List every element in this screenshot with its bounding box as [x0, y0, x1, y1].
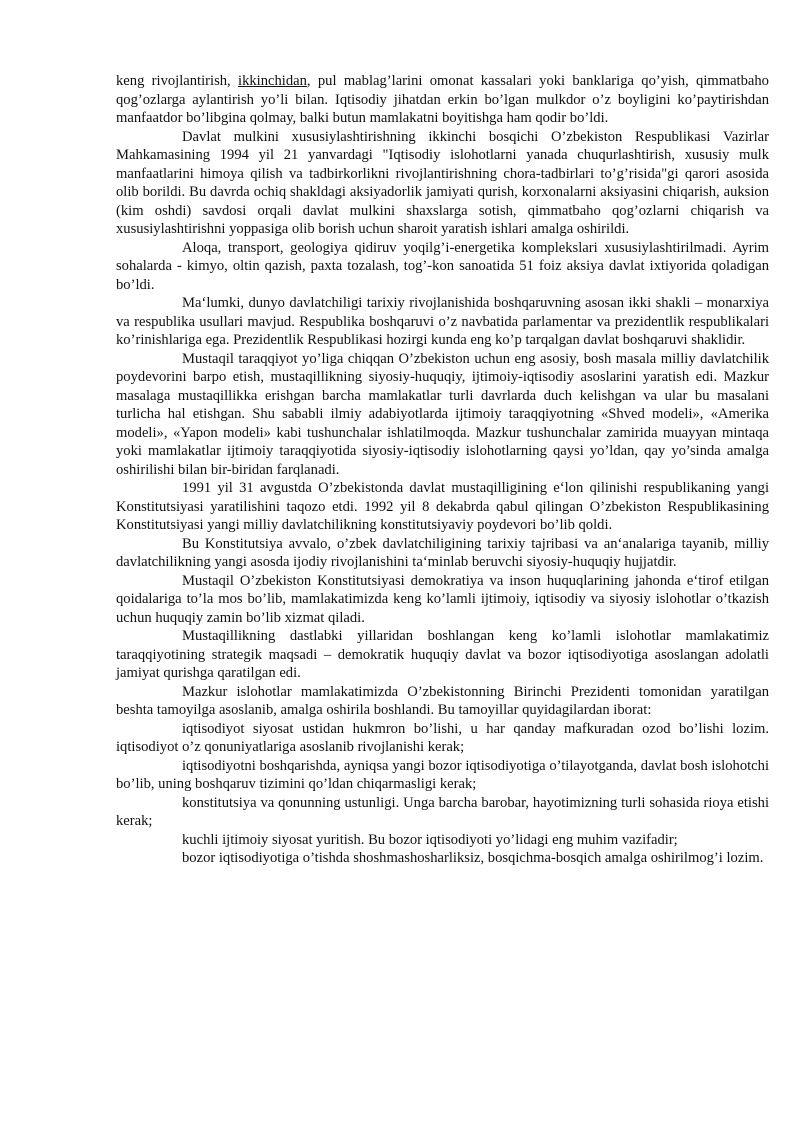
paragraph-text-end: , pul mablag’larini omonat kassalari yoki banklariga qo’yish, qimmatbaho qog’ozlarga aylantirish yo’li bilan. Iqtisodiy jihatdan erkin bo’lgan mulkdor o’z boyligini ko’paytirishdan manfaatdor bo’libgina qolmay, balki butun mamlakatni boyitishga ham qodir bo’ldi.	[116, 73, 769, 126]
list-item-principle-4: kuchli ijtimoiy siyosat yuritish. Bu bozor iqtisodiyoti yo’lidagi eng muhim vazifadir;	[182, 831, 678, 848]
paragraph-independent-development: Mustaqil taraqqiyot yo’liga chiqqan O’zbekiston uchun eng asosiy, bosh masala milliy davlatchilik poydevorini barpo etish, mustaqillikning siyosiy-huquqiy, ijtimoiy-iqtisodiy asoslarini yaratish edi. Mazkur masalaga mustaqillikka erishgan barcha mamlakatlar turli davrlarda duch kelishgan va ular bu masalani turlicha hal etishgan. Shu sababli ilmiy adabiyotlarda ijtimoiy taraqqiyotning «Shved modeli», «Amerika modeli», «Yapon modeli» kabi tushunchalar ishlatilmoqda. Mazkur tushunchalar zamirida muayyan mintaqa yoki mamlakatlar ijtimoiy taraqqiyotida siyosiy-iqtisodiy islohotlarning qaysi yo’ldan, qay yo’sinda amalga oshirilishi bilan bir-biridan farqlanadi.	[116, 350, 769, 478]
list-item-principle-1: iqtisodiyot siyosat ustidan hukmron bo’lishi, u har qanday mafkuradan ozod bo’lishi lozim. iqtisodiyot o’z qonuniyatlariga asoslanib rivojlanishi kerak;	[116, 720, 769, 755]
paragraph-constitution: Bu Konstitutsiya avvalo, o’zbek davlatchiligining tarixiy tajribasi va an‘analariga tayanib, milliy davlatchilikning yangi asosda ijodiy rivojlanishini ta‘minlab beruvchi siyosiy-huquqiy hujjatdir.	[116, 535, 769, 570]
list-item-principle-2: iqtisodiyotni boshqarishda, ayniqsa yangi bozor iqtisodiyotiga o’tilayotganda, davlat bosh islohotchi bo’lib, uning boshqaruv tizimini qo’ldan chiqarmasligi kerak;	[116, 757, 769, 792]
paragraph-privatization-stage: Davlat mulkini xususiylashtirishning ikkinchi bosqichi O’zbekiston Respublikasi Vazirlar Mahkamasining 1994 yil 21 yanvardagi "Iqtisodiy islohotlarni yanada chuqurlashtirish, xususiy mulk manfaatlarini himoya qilish va tadbirkorlikni rivojlantirishning chora-tadbirlari to’g’risida"gi qarori asosida olib borildi. Bu davrda ochiq shakldagi aksiyadorlik jamiyati qurish, korxonalarni aksiyasini chiqarish, auksion (kim oshdi) savdosi orqali davlat mulkini shaxslarga sotish, qimmatbaho qog’ozlarni chiqarish va xususiylashtirishni yoppasiga olib borish uchun sharoit yaratish ishlari amalga oshirildi.	[116, 128, 769, 237]
paragraph-governance-forms: Ma‘lumki, dunyo davlatchiligi tarixiy rivojlanishida boshqaruvning asosan ikki shakli – monarxiya va respublika usullari mavjud. Respublika boshqaruvi o’z navbatida parlamentar va prezidentlik respublikalari ko’rinishlariga ega. Prezidentlik Respublikasi hozirgi kunda eng ko’p tarqalgan davlat boshqaruvi shaklidir.	[116, 295, 769, 348]
list-item-principle-3: konstitutsiya va qonunning ustunligi. Unga barcha barobar, hayotimizning turli sohasida rioya etishi kerak;	[116, 794, 769, 829]
paragraph-independence-1991: 1991 yil 31 avgustda O’zbekistonda davlat mustaqilligining e‘lon qilinishi respublikaning yangi Konstitutsiyasi yaratilishini taqozo etdi. 1992 yil 8 dekabrda qabul qilingan O’zbekiston Respublikasining Konstitutsiyasi yangi milliy davlatchilikning konstitutsiyaviy poydevori bo’lib qoldi.	[116, 480, 769, 533]
paragraph-sectors: Aloqa, transport, geologiya qidiruv yoqilg’i-energetika komplekslari xususiylashtirilmadi. Ayrim sohalarda - kimyo, oltin qazish, paxta tozalash, tog’-kon sanoatida 51 foiz aksiya davlat ixtiyorida qoladigan bo’ldi.	[116, 239, 769, 293]
list-item-principle-5: bozor iqtisodiyotiga o’tishda shoshmashosharliksiz, bosqichma-bosqich amalga oshirilmog’i lozim.	[182, 850, 764, 866]
underlined-word: ikkinchidan	[238, 73, 307, 89]
document-page	[116, 72, 769, 868]
paragraph-reforms: Mustaqillikning dastlabki yillaridan boshlangan keng ko’lamli islohotlar mamlakatimiz taraqqiyotining strategik maqsadi – demokratik huquqiy davlat va bozor iqtisodiyotiga asoslangan adolatli jamiyat qurishga qaratilgan edi.	[116, 628, 769, 681]
paragraph-five-principles: Mazkur islohotlar mamlakatimizda O’zbekistonning Birinchi Prezidenti tomonidan yaratilgan beshta tamoyilga asoslanib, amalga oshirila boshlandi. Bu tamoyillar quyidagilardan iborat:	[116, 683, 769, 718]
paragraph-constitution-democracy: Mustaqil O’zbekiston Konstitutsiyasi demokratiya va inson huquqlarining jahonda e‘tirof etilgan qoidalariga to’la mos bo’lib, mamlakatimizda keng ko’lamli ijtimoiy, iqtisodiy va siyosiy islohotlar o’tkazish uchun huquqiy zamin bo’lib xizmat qiladi.	[116, 572, 769, 626]
paragraph-text-start: keng rivojlantirish,	[116, 73, 239, 89]
paragraph-continuation	[116, 72, 769, 128]
